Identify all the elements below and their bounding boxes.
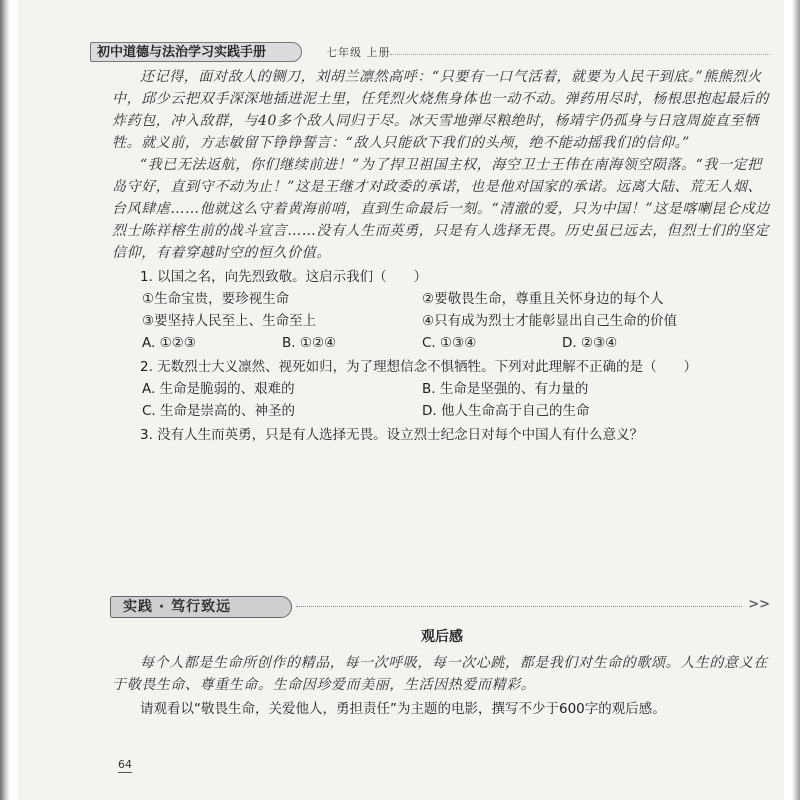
question-1-stem: 1. 以国之名，向先烈致敬。这启示我们（ ） — [140, 269, 428, 285]
passage-paragraph: “我已无法返航，你们继续前进！”为了捍卫祖国主权，海空卫士王伟在南海领空陨落。“我一定把岛守好，直到守不动为止！”这是王继才对政委的承诺，也是他对国家的承诺。远离大陆、荒无人烟、台风肆虐……他就这么守着黄海前哨，直到生命最后一刻。“清澈的爱，只为中国！”这是喀喇昆仑戍边烈士陈祥榕生前的战斗宣言……没有人生而英勇，只是有人选择无畏。历史虽已远去，但烈士们的坚定信仰，有着穿越时空的恒久价值。 — [112, 157, 770, 261]
practice-section-title: 实践 · 笃行致远 — [110, 596, 292, 618]
choice-b: B. ①②④ — [282, 335, 337, 351]
practice-paragraph: 每个人都是生命所创作的精品，每一次呼吸，每一次心跳，都是我们对生命的歌颂。人生的意义在于敬畏生命、尊重生命。生命因珍爱而美丽，生活因热爱而精彩。 — [112, 655, 768, 693]
banner-divider — [296, 606, 742, 607]
statement-item: ①生命宝贵，要珍视生命 — [142, 291, 290, 307]
choice-c: C. ①③④ — [422, 335, 477, 351]
choice-d: D. ②③④ — [562, 335, 618, 351]
page-number: 64 — [118, 758, 132, 771]
question-1-choices — [112, 332, 772, 354]
header-divider — [390, 54, 770, 55]
grade-volume: 七年级 上册 — [326, 46, 391, 59]
scan-shadow-right — [792, 0, 800, 800]
question-1-statements — [112, 288, 772, 332]
question-2-options — [112, 378, 772, 422]
practice-content — [112, 626, 772, 720]
choice-d: D. 他人生命高于自己的生命 — [422, 403, 590, 419]
choice-a: A. ①②③ — [142, 335, 196, 351]
practice-instruction: 请观看以“敬畏生命，关爱他人，勇担责任”为主题的电影，撰写不少于600字的观后感。 — [140, 701, 666, 717]
choice-a: A. 生命是脆弱的、艰难的 — [142, 381, 295, 397]
practice-subtitle: 观后感 — [421, 629, 463, 645]
scan-shadow-left — [0, 0, 10, 800]
statement-item: ④只有成为烈士才能彰显出自己生命的价值 — [422, 313, 678, 329]
choice-c: C. 生命是崇高的、神圣的 — [142, 403, 296, 419]
exercise-content — [112, 66, 772, 446]
choice-b: B. 生命是坚强的、有力量的 — [422, 381, 589, 397]
statement-item: ②要敬畏生命，尊重且关怀身边的每个人 — [422, 291, 664, 307]
statement-item: ③要坚持人民至上、生命至上 — [142, 313, 317, 329]
question-3-stem: 3. 没有人生而英勇，只是有人选择无畏。设立烈士纪念日对每个中国人有什么意义？ — [140, 427, 644, 443]
question-2-stem: 2. 无数烈士大义凛然、视死如归，为了理想信念不惧牺牲。下列对此理解不正确的是（ ） — [140, 359, 698, 375]
double-chevron-icon: >> — [748, 597, 770, 612]
book-title: 初中道德与法治学习实践手册 — [90, 42, 302, 62]
practice-section-banner — [110, 596, 770, 618]
running-header — [90, 42, 770, 62]
passage-paragraph: 还记得，面对敌人的铡刀，刘胡兰凛然高呼：“只要有一口气活着，就要为人民干到底。”熊熊烈火中，邱少云把双手深深地插进泥土里，任凭烈火烧焦身体也一动不动。弹药用尽时，杨根思抱起最后的炸药包，冲入敌群，与40多个敌人同归于尽。冰天雪地弹尽粮绝时，杨靖宇仍孤身与日寇周旋直至牺牲。就义前，方志敏留下铮铮誓言：“敌人只能砍下我们的头颅，绝不能动摇我们的信仰。” — [112, 69, 769, 151]
